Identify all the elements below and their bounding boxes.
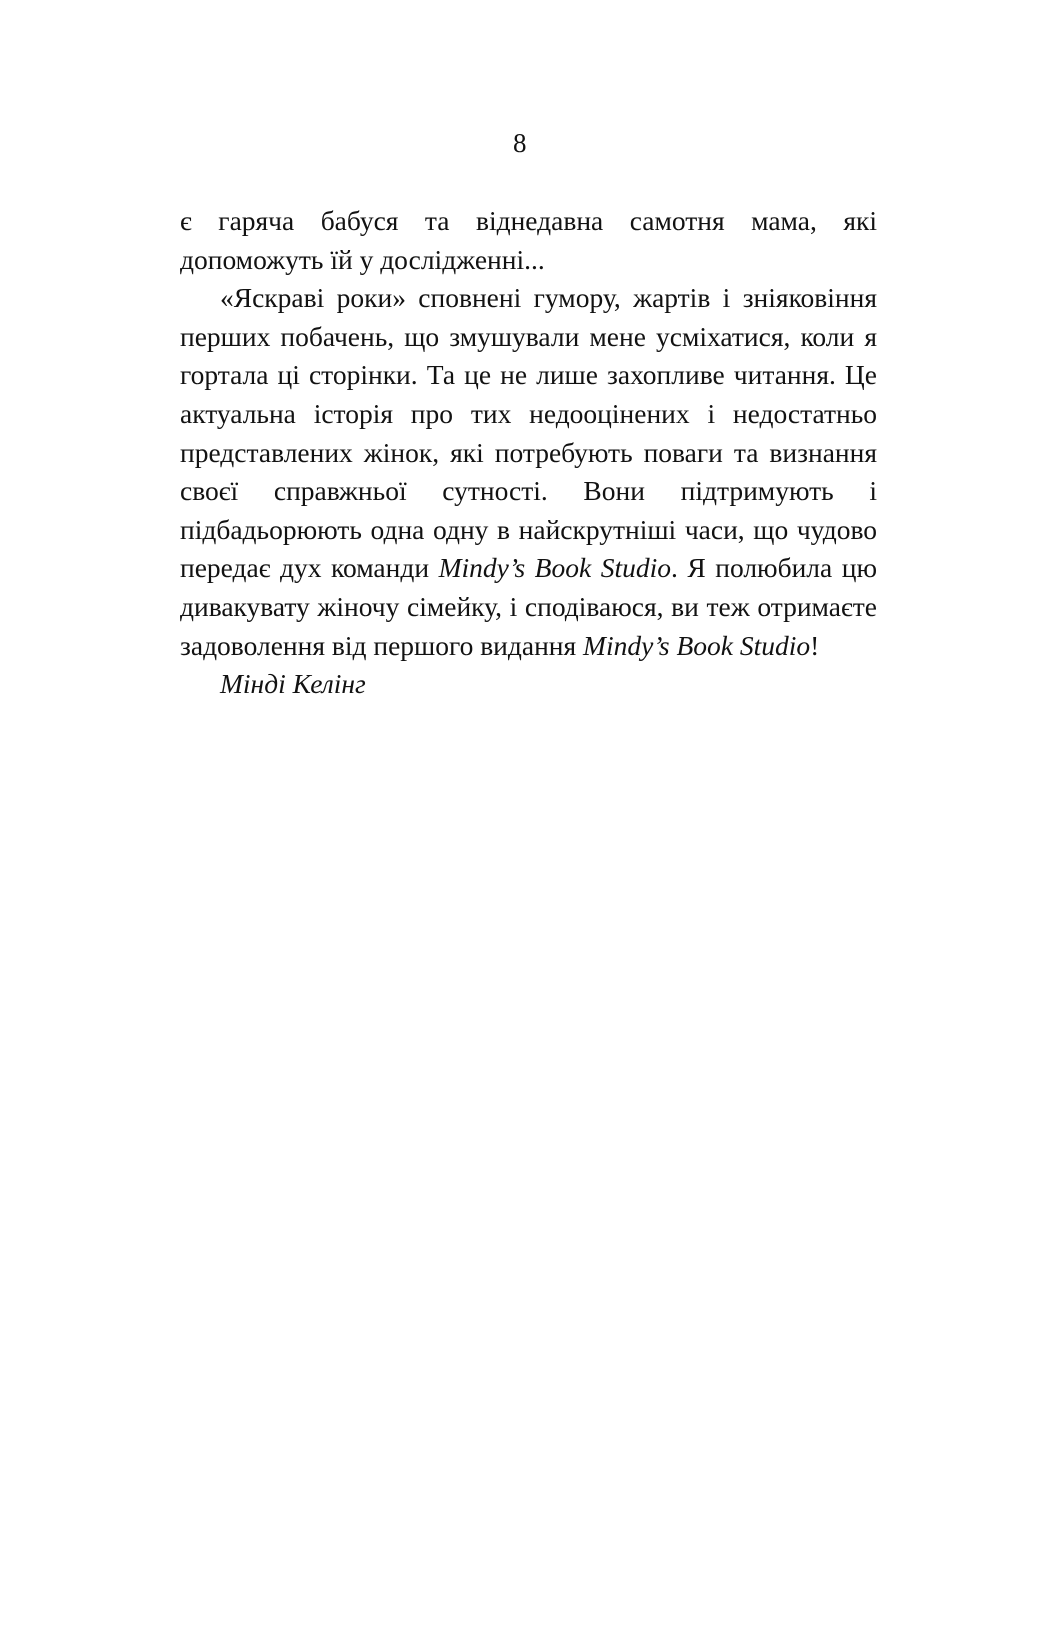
paragraph-continuation xyxy=(180,202,877,279)
paragraph-text: . Я полюбила цю дивакувату жіночу сімейку, і сподіваюся, ви теж отримаєте задоволення від першого видання xyxy=(180,552,878,661)
paragraph-text: «Яскраві роки» сповнені гумору, жартів і зніяковіння перших побачень, що змушували мене усміхатися, коли я гортала ці сторінки. Та це не лише захопливе читання. Це актуальна історія про тих недооцінених і недостатньо представлених жінок, які потребують поваги та визнання своєї справжньої сутності. Вони підтримують і підбадьорюють одна одну в найскрутніші часи, що чудово передає дух команди xyxy=(180,282,877,584)
paragraph-text: є гаряча бабуся та віднедавна самотня мама, які допоможуть їй у дослідженні... xyxy=(180,205,877,275)
book-title-italic: Mindy’s Book Studio xyxy=(438,552,671,584)
paragraph-text: ! xyxy=(810,629,820,661)
paragraph-review xyxy=(180,279,877,665)
book-title-italic: Mindy’s Book Studio xyxy=(583,629,811,661)
signature-name: Мінді Келінг xyxy=(220,668,366,700)
text-block xyxy=(180,202,877,704)
signature xyxy=(180,665,877,704)
page-number: 8 xyxy=(513,128,527,158)
